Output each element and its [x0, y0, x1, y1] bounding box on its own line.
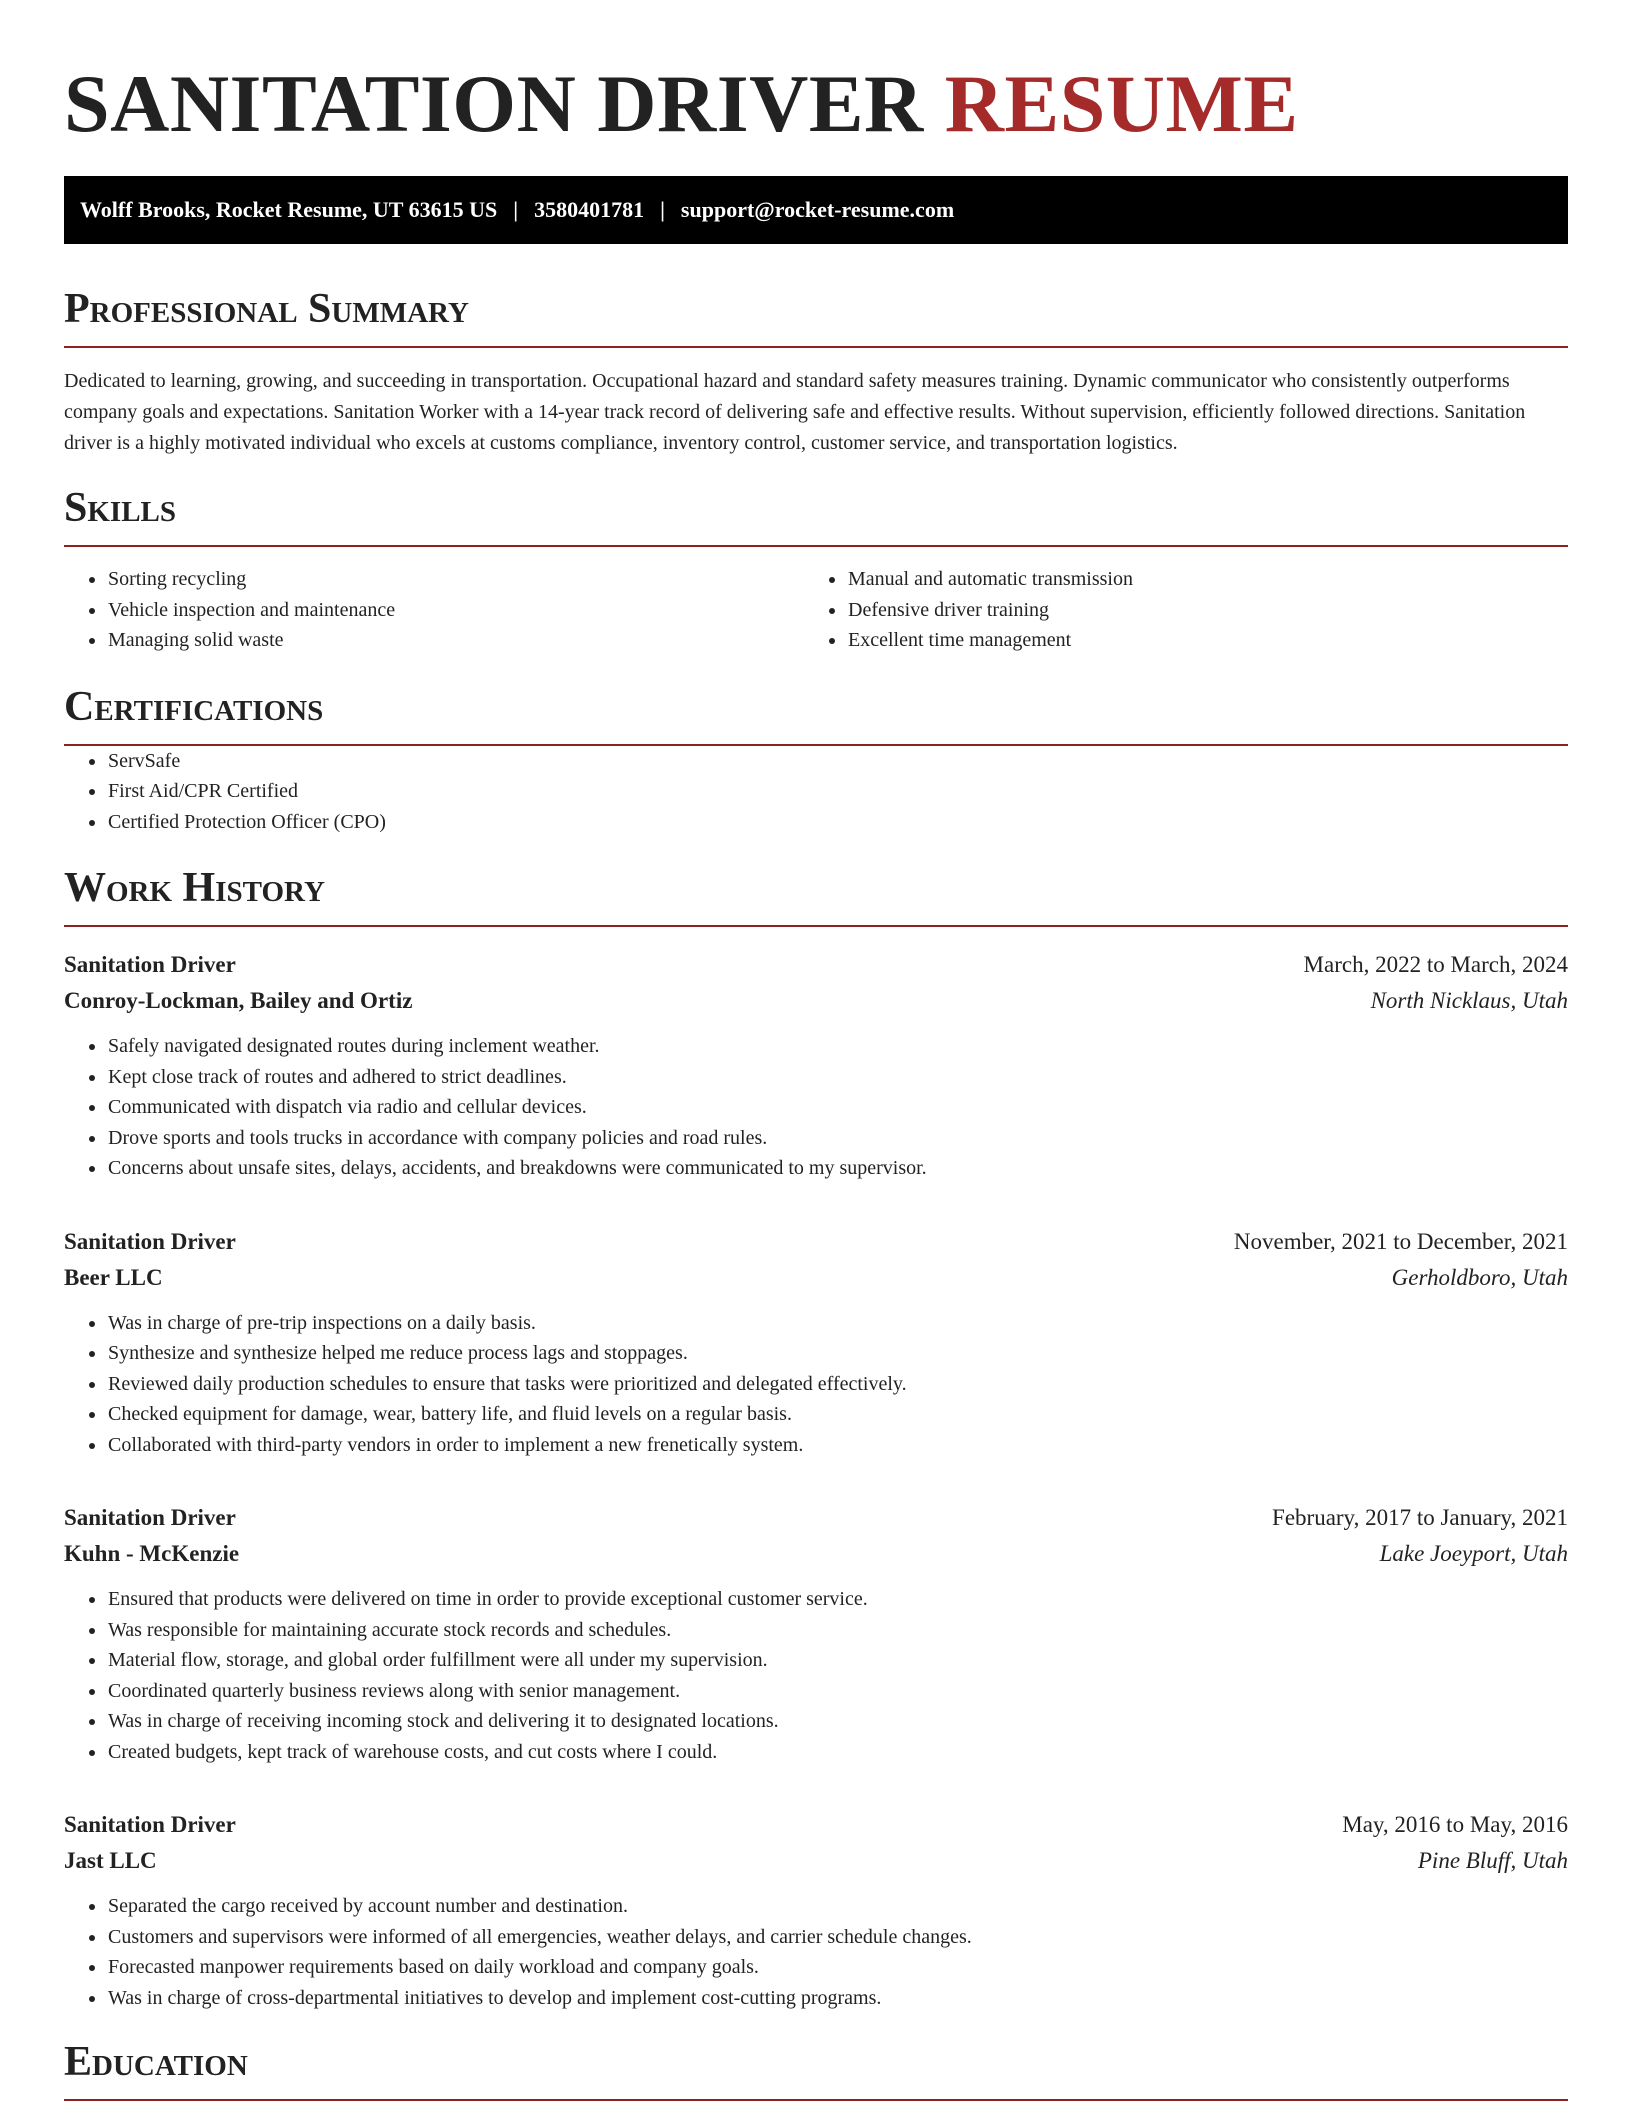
job-duty: • Communicated with dispatch via radio and cellular devices.: [107, 1092, 1568, 1123]
job-dates: November, 2021 to December, 2021: [1233, 1228, 1568, 1254]
contact-email: support@rocket-resume.com: [680, 197, 955, 222]
job-duty: • Reviewed daily production schedules to ensure that tasks were prioritized and delegated effectively.: [107, 1369, 1568, 1400]
job-header-row: [64, 947, 1568, 983]
skill-item: • Managing solid waste: [107, 625, 804, 656]
certifications-list: [64, 746, 1568, 838]
title-main: SANITATION DRIVER: [64, 58, 924, 149]
resume-title: [64, 0, 1568, 152]
job-header-row: [64, 1807, 1568, 1843]
job-duty: • Ensured that products were delivered on time in order to provide exceptional customer service.: [107, 1584, 1568, 1615]
job-company: Jast LLC: [64, 1848, 157, 1873]
skills-column-right: [804, 564, 1544, 656]
contact-phone: 3580401781: [534, 197, 645, 222]
contact-bar: [64, 176, 1568, 244]
job-location: North Nicklaus, Utah: [1370, 988, 1568, 1013]
job-title: Sanitation Driver: [64, 1505, 236, 1530]
certification-item: • Certified Protection Officer (CPO): [107, 807, 1568, 838]
job-entry: [64, 1500, 1568, 1767]
education-heading: Education: [64, 2037, 1568, 2101]
job-duty: • Customers and supervisors were informed of all emergencies, weather delays, and carrier schedule changes.: [107, 1922, 1568, 1953]
job-duty: • Collaborated with third-party vendors in order to implement a new frenetically system.: [107, 1430, 1568, 1461]
job-entry: [64, 1807, 1568, 2013]
job-duty: • Was responsible for maintaining accurate stock records and schedules.: [107, 1615, 1568, 1646]
job-subheader-row: [64, 983, 1568, 1019]
job-duties-list: [64, 1031, 1568, 1184]
job-location: Lake Joeyport, Utah: [1379, 1541, 1568, 1566]
job-duty: • Created budgets, kept track of warehouse costs, and cut costs where I could.: [107, 1737, 1568, 1768]
job-company: Conroy-Lockman, Bailey and Ortiz: [64, 988, 413, 1013]
job-title: Sanitation Driver: [64, 1228, 236, 1254]
certifications-heading: Certifications: [64, 682, 1568, 746]
skill-item: • Manual and automatic transmission: [847, 564, 1544, 595]
job-dates: February, 2017 to January, 2021: [1272, 1505, 1568, 1530]
skills-column-left: [64, 564, 804, 656]
certification-item: • ServSafe: [107, 746, 1568, 777]
skills-heading: Skills: [64, 483, 1568, 547]
job-duties-list: [64, 1308, 1568, 1461]
job-duty: • Safely navigated designated routes during inclement weather.: [107, 1031, 1568, 1062]
skill-item: • Vehicle inspection and maintenance: [107, 595, 804, 626]
job-duty: • Checked equipment for damage, wear, battery life, and fluid levels on a regular basis.: [107, 1399, 1568, 1430]
contact-separator: |: [513, 197, 519, 222]
job-duty: • Kept close track of routes and adhered to strict deadlines.: [107, 1062, 1568, 1093]
job-duty: • Separated the cargo received by account number and destination.: [107, 1891, 1568, 1922]
job-dates: March, 2022 to March, 2024: [1303, 952, 1568, 977]
job-duty: • Was in charge of cross-departmental initiatives to develop and implement cost-cutting programs.: [107, 1983, 1568, 2014]
job-duties-list: [64, 1584, 1568, 1767]
job-header-row: [64, 1224, 1568, 1260]
job-duty: • Coordinated quarterly business reviews along with senior management.: [107, 1676, 1568, 1707]
job-subheader-row: [64, 1843, 1568, 1879]
job-title: Sanitation Driver: [64, 1812, 236, 1837]
job-duty: • Material flow, storage, and global order fulfillment were all under my supervision.: [107, 1645, 1568, 1676]
job-entry: [64, 1224, 1568, 1461]
job-location: Gerholdboro, Utah: [1391, 1264, 1568, 1290]
job-duty: • Was in charge of pre-trip inspections on a daily basis.: [107, 1308, 1568, 1339]
job-duties-list: [64, 1891, 1568, 2013]
work-history-heading: Work History: [64, 863, 1568, 927]
job-location: Pine Bluff, Utah: [1417, 1848, 1568, 1873]
summary-text: Dedicated to learning, growing, and succeeding in transportation. Occupational hazard and standard safety measures training. Dynamic communicator who consistently outperforms company goals and expectations. Sanitation Worker with a 14-year track record of delivering safe and effective results. Without supervision, efficiently followed directions. Sanitation driver is a highly motivated individual who excels at customs compliance, inventory control, customer service, and transportation logistics.: [64, 370, 1526, 454]
job-duty: • Concerns about unsafe sites, delays, accidents, and breakdowns were communicated to my supervisor.: [107, 1153, 1568, 1184]
job-duty: • Drove sports and tools trucks in accordance with company policies and road rules.: [107, 1123, 1568, 1154]
skill-item: • Sorting recycling: [107, 564, 804, 595]
job-entry: [64, 947, 1568, 1184]
skills-list: [64, 564, 1568, 656]
job-dates: May, 2016 to May, 2016: [1342, 1812, 1568, 1837]
contact-address: Wolff Brooks, Rocket Resume, UT 63615 US: [80, 197, 498, 222]
contact-separator: |: [660, 197, 665, 222]
job-duty: • Was in charge of receiving incoming stock and delivering it to designated locations.: [107, 1706, 1568, 1737]
summary-heading: Professional Summary: [64, 284, 1568, 348]
job-subheader-row: [64, 1536, 1568, 1572]
skill-item: • Excellent time management: [847, 625, 1544, 656]
job-duty: • Synthesize and synthesize helped me reduce process lags and stoppages.: [107, 1338, 1568, 1369]
job-company: Beer LLC: [64, 1264, 163, 1290]
skill-item: • Defensive driver training: [847, 595, 1544, 626]
job-title: Sanitation Driver: [64, 952, 236, 977]
job-header-row: [64, 1500, 1568, 1536]
job-subheader-row: [64, 1260, 1568, 1296]
certification-item: • First Aid/CPR Certified: [107, 776, 1568, 807]
title-accent: RESUME: [944, 58, 1299, 149]
job-duty: • Forecasted manpower requirements based on daily workload and company goals.: [107, 1952, 1568, 1983]
job-company: Kuhn - McKenzie: [64, 1541, 240, 1566]
